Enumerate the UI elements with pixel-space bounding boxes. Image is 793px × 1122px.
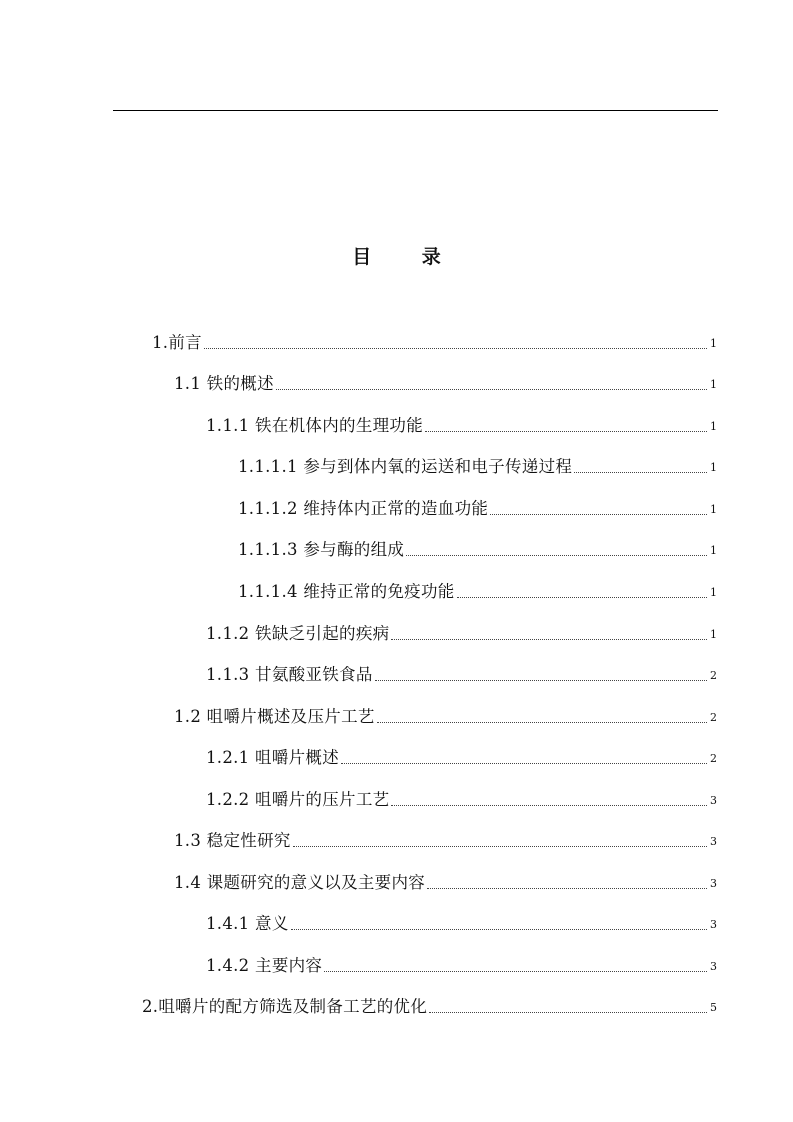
- toc-leader: [324, 971, 707, 972]
- toc-entry-label: 1.1.1 铁在机体内的生理功能: [206, 416, 424, 435]
- toc-entry[interactable]: [152, 330, 717, 354]
- toc-entry[interactable]: [238, 537, 717, 561]
- toc-entry-label: 1.1.3 甘氨酸亚铁食品: [206, 665, 373, 684]
- toc-entry-label: 1.1.1.2 维持体内正常的造血功能: [238, 499, 489, 518]
- toc-entry[interactable]: [174, 828, 717, 852]
- toc-entry[interactable]: [174, 704, 717, 728]
- header-rule: [113, 110, 718, 111]
- toc-leader: [204, 348, 707, 349]
- toc-entry-page: 3: [710, 960, 717, 973]
- toc-entry-page: 2: [710, 752, 717, 765]
- toc-entry-page: 1: [710, 461, 717, 474]
- toc-entry-page: 1: [710, 337, 717, 350]
- toc-leader: [574, 472, 707, 473]
- toc-entry[interactable]: [238, 579, 717, 603]
- toc-entry-page: 1: [710, 378, 717, 391]
- toc-entry-label: 1.2.1 咀嚼片概述: [206, 748, 340, 767]
- toc-entry-label: 1.2 咀嚼片概述及压片工艺: [174, 707, 375, 726]
- toc-entry-page: 1: [710, 544, 717, 557]
- toc-entry[interactable]: [206, 413, 717, 437]
- toc-leader: [341, 763, 707, 764]
- toc-entry-page: 3: [710, 794, 717, 807]
- toc-entry[interactable]: [206, 621, 717, 645]
- toc-entry-page: 3: [710, 835, 717, 848]
- toc-leader: [276, 389, 707, 390]
- toc-entry-page: 2: [710, 669, 717, 682]
- toc-entry[interactable]: [238, 454, 717, 478]
- toc-entry[interactable]: [142, 994, 717, 1018]
- toc-leader: [391, 639, 707, 640]
- toc-leader: [457, 597, 707, 598]
- toc-entry[interactable]: [206, 745, 717, 769]
- toc-entry-label: 1.3 稳定性研究: [174, 831, 291, 850]
- toc-entry-page: 1: [710, 420, 717, 433]
- toc-entry-label: 1.1.2 铁缺乏引起的疾病: [206, 624, 390, 643]
- toc-entry-label: 1.4.2 主要内容: [206, 956, 323, 975]
- toc-entry-label: 1.1.1.3 参与酶的组成: [238, 540, 405, 559]
- toc-entry-page: 1: [710, 586, 717, 599]
- toc-leader: [490, 514, 707, 515]
- toc-entry-label: 2.咀嚼片的配方筛选及制备工艺的优化: [142, 997, 428, 1016]
- toc-entry[interactable]: [238, 496, 717, 520]
- toc-leader: [375, 680, 707, 681]
- toc-entry[interactable]: [206, 953, 717, 977]
- toc-leader: [427, 888, 707, 889]
- toc-entry-label: 1.1.1.4 维持正常的免疫功能: [238, 582, 455, 601]
- toc-entry-label: 1.1 铁的概述: [174, 374, 274, 393]
- toc-leader: [391, 805, 707, 806]
- page-title: 目 录: [352, 246, 463, 268]
- toc-entry[interactable]: [206, 662, 717, 686]
- toc-leader: [291, 929, 707, 930]
- toc-entry-page: 3: [710, 918, 717, 931]
- toc-entry-label: 1.4.1 意义: [206, 914, 289, 933]
- toc-leader: [377, 722, 707, 723]
- toc-entry[interactable]: [174, 870, 717, 894]
- toc-entry-page: 1: [710, 628, 717, 641]
- toc-leader: [406, 555, 707, 556]
- toc-leader: [429, 1012, 707, 1013]
- toc-entry-label: 1.前言: [152, 333, 202, 352]
- toc-entry-label: 1.4 课题研究的意义以及主要内容: [174, 873, 426, 892]
- toc-leader: [293, 846, 707, 847]
- toc-entry-page: 5: [710, 1001, 717, 1014]
- toc-entry[interactable]: [206, 911, 717, 935]
- toc-entry-page: 1: [710, 503, 717, 516]
- toc-entry[interactable]: [174, 371, 717, 395]
- toc-entry[interactable]: [206, 787, 717, 811]
- toc-entry-label: 1.1.1.1 参与到体内氧的运送和电子传递过程: [238, 457, 573, 476]
- toc-entry-page: 3: [710, 877, 717, 890]
- toc-entry-page: 2: [710, 711, 717, 724]
- toc-leader: [425, 431, 707, 432]
- toc-entry-label: 1.2.2 咀嚼片的压片工艺: [206, 790, 390, 809]
